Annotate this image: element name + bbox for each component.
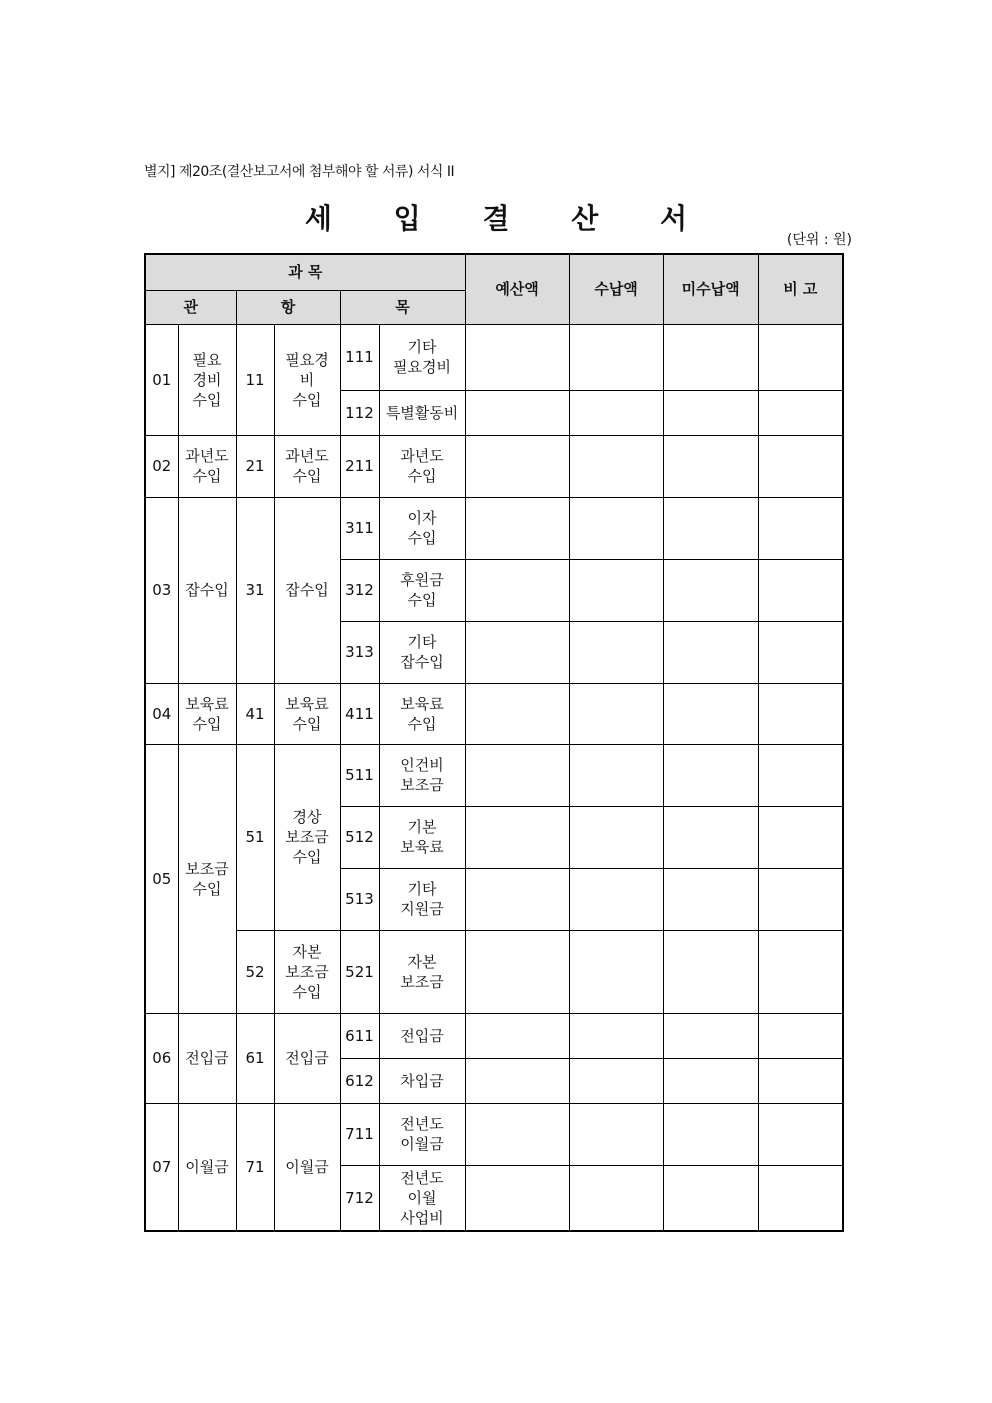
received-cell bbox=[569, 621, 663, 683]
mok-code: 312 bbox=[340, 559, 379, 621]
mok-name: 전년도 이월금 bbox=[379, 1103, 465, 1165]
budget-cell bbox=[465, 744, 569, 806]
remarks-cell bbox=[758, 868, 843, 930]
unreceived-cell bbox=[663, 324, 758, 390]
hang-code: 11 bbox=[236, 324, 274, 435]
header-unreceived: 미수납액 bbox=[663, 254, 758, 324]
document-title: 세 입 결 산 서 bbox=[304, 202, 714, 235]
budget-cell bbox=[465, 1058, 569, 1103]
remarks-cell bbox=[758, 621, 843, 683]
mok-name: 기타 필요경비 bbox=[379, 324, 465, 390]
received-cell bbox=[569, 806, 663, 868]
mok-name: 보육료 수입 bbox=[379, 683, 465, 744]
budget-cell bbox=[465, 868, 569, 930]
remarks-cell bbox=[758, 930, 843, 1013]
remarks-cell bbox=[758, 435, 843, 497]
remarks-cell bbox=[758, 1013, 843, 1058]
gwan-code: 01 bbox=[145, 324, 178, 435]
unreceived-cell bbox=[663, 435, 758, 497]
mok-code: 111 bbox=[340, 324, 379, 390]
budget-cell bbox=[465, 497, 569, 559]
remarks-cell bbox=[758, 1103, 843, 1165]
hang-code: 52 bbox=[236, 930, 274, 1013]
mok-name: 자본 보조금 bbox=[379, 930, 465, 1013]
remarks-cell bbox=[758, 683, 843, 744]
form-reference-note: 별지] 제20조(결산보고서에 첨부해야 할 서류) 서식 II bbox=[144, 164, 455, 180]
mok-code: 711 bbox=[340, 1103, 379, 1165]
received-cell bbox=[569, 435, 663, 497]
gwan-code: 03 bbox=[145, 497, 178, 683]
gwan-name: 필요 경비 수입 bbox=[178, 324, 236, 435]
mok-name: 전입금 bbox=[379, 1013, 465, 1058]
hang-name: 경상 보조금 수입 bbox=[274, 744, 340, 930]
received-cell bbox=[569, 559, 663, 621]
hang-name: 잡수입 bbox=[274, 497, 340, 683]
gwan-code: 06 bbox=[145, 1013, 178, 1103]
unreceived-cell bbox=[663, 930, 758, 1013]
received-cell bbox=[569, 324, 663, 390]
unreceived-cell bbox=[663, 1103, 758, 1165]
received-cell bbox=[569, 744, 663, 806]
budget-cell bbox=[465, 1165, 569, 1231]
mok-code: 112 bbox=[340, 390, 379, 435]
mok-name: 인건비 보조금 bbox=[379, 744, 465, 806]
received-cell bbox=[569, 390, 663, 435]
budget-cell bbox=[465, 435, 569, 497]
header-hang: 항 bbox=[236, 290, 340, 324]
received-cell bbox=[569, 1165, 663, 1231]
remarks-cell bbox=[758, 390, 843, 435]
budget-cell bbox=[465, 1013, 569, 1058]
mok-name: 전년도 이월 사업비 bbox=[379, 1165, 465, 1231]
hang-name: 필요경 비 수입 bbox=[274, 324, 340, 435]
unreceived-cell bbox=[663, 1058, 758, 1103]
hang-code: 41 bbox=[236, 683, 274, 744]
mok-name: 과년도 수입 bbox=[379, 435, 465, 497]
remarks-cell bbox=[758, 744, 843, 806]
received-cell bbox=[569, 497, 663, 559]
gwan-code: 04 bbox=[145, 683, 178, 744]
mok-name: 기타 지원금 bbox=[379, 868, 465, 930]
gwan-name: 과년도 수입 bbox=[178, 435, 236, 497]
header-category-group: 과 목 bbox=[145, 254, 465, 290]
unreceived-cell bbox=[663, 1013, 758, 1058]
remarks-cell bbox=[758, 497, 843, 559]
hang-code: 71 bbox=[236, 1103, 274, 1231]
mok-name: 이자 수입 bbox=[379, 497, 465, 559]
received-cell bbox=[569, 1103, 663, 1165]
gwan-name: 이월금 bbox=[178, 1103, 236, 1231]
mok-name: 후원금 수입 bbox=[379, 559, 465, 621]
unit-label: (단위 : 원) bbox=[786, 232, 852, 248]
unreceived-cell bbox=[663, 390, 758, 435]
unreceived-cell bbox=[663, 1165, 758, 1231]
mok-name: 기본 보육료 bbox=[379, 806, 465, 868]
hang-name: 이월금 bbox=[274, 1103, 340, 1231]
mok-code: 511 bbox=[340, 744, 379, 806]
gwan-code: 02 bbox=[145, 435, 178, 497]
header-budget: 예산액 bbox=[465, 254, 569, 324]
mok-code: 313 bbox=[340, 621, 379, 683]
unreceived-cell bbox=[663, 497, 758, 559]
received-cell bbox=[569, 930, 663, 1013]
mok-code: 411 bbox=[340, 683, 379, 744]
hang-name: 보육료 수입 bbox=[274, 683, 340, 744]
header-gwan: 관 bbox=[145, 290, 236, 324]
received-cell bbox=[569, 1058, 663, 1103]
hang-name: 전입금 bbox=[274, 1013, 340, 1103]
hang-code: 31 bbox=[236, 497, 274, 683]
mok-code: 512 bbox=[340, 806, 379, 868]
mok-name: 기타 잡수입 bbox=[379, 621, 465, 683]
mok-name: 특별활동비 bbox=[379, 390, 465, 435]
mok-code: 311 bbox=[340, 497, 379, 559]
mok-name: 차입금 bbox=[379, 1058, 465, 1103]
budget-cell bbox=[465, 621, 569, 683]
hang-name: 과년도 수입 bbox=[274, 435, 340, 497]
unreceived-cell bbox=[663, 559, 758, 621]
mok-code: 612 bbox=[340, 1058, 379, 1103]
unreceived-cell bbox=[663, 683, 758, 744]
remarks-cell bbox=[758, 559, 843, 621]
gwan-name: 보조금 수입 bbox=[178, 744, 236, 1013]
remarks-cell bbox=[758, 1058, 843, 1103]
remarks-cell bbox=[758, 324, 843, 390]
mok-code: 712 bbox=[340, 1165, 379, 1231]
budget-cell bbox=[465, 324, 569, 390]
mok-code: 611 bbox=[340, 1013, 379, 1058]
budget-cell bbox=[465, 806, 569, 868]
received-cell bbox=[569, 1013, 663, 1058]
budget-cell bbox=[465, 390, 569, 435]
unreceived-cell bbox=[663, 868, 758, 930]
received-cell bbox=[569, 868, 663, 930]
revenue-settlement-table bbox=[144, 253, 844, 1232]
gwan-name: 보육료 수입 bbox=[178, 683, 236, 744]
remarks-cell bbox=[758, 1165, 843, 1231]
budget-cell bbox=[465, 1103, 569, 1165]
gwan-name: 전입금 bbox=[178, 1013, 236, 1103]
budget-cell bbox=[465, 683, 569, 744]
budget-cell bbox=[465, 930, 569, 1013]
received-cell bbox=[569, 683, 663, 744]
gwan-code: 07 bbox=[145, 1103, 178, 1231]
mok-code: 211 bbox=[340, 435, 379, 497]
unreceived-cell bbox=[663, 806, 758, 868]
unreceived-cell bbox=[663, 744, 758, 806]
budget-cell bbox=[465, 559, 569, 621]
gwan-name: 잡수입 bbox=[178, 497, 236, 683]
header-received: 수납액 bbox=[569, 254, 663, 324]
unreceived-cell bbox=[663, 621, 758, 683]
hang-code: 51 bbox=[236, 744, 274, 930]
mok-code: 521 bbox=[340, 930, 379, 1013]
remarks-cell bbox=[758, 806, 843, 868]
hang-name: 자본 보조금 수입 bbox=[274, 930, 340, 1013]
header-mok: 목 bbox=[340, 290, 465, 324]
mok-code: 513 bbox=[340, 868, 379, 930]
header-remarks: 비 고 bbox=[758, 254, 843, 324]
hang-code: 61 bbox=[236, 1013, 274, 1103]
gwan-code: 05 bbox=[145, 744, 178, 1013]
hang-code: 21 bbox=[236, 435, 274, 497]
